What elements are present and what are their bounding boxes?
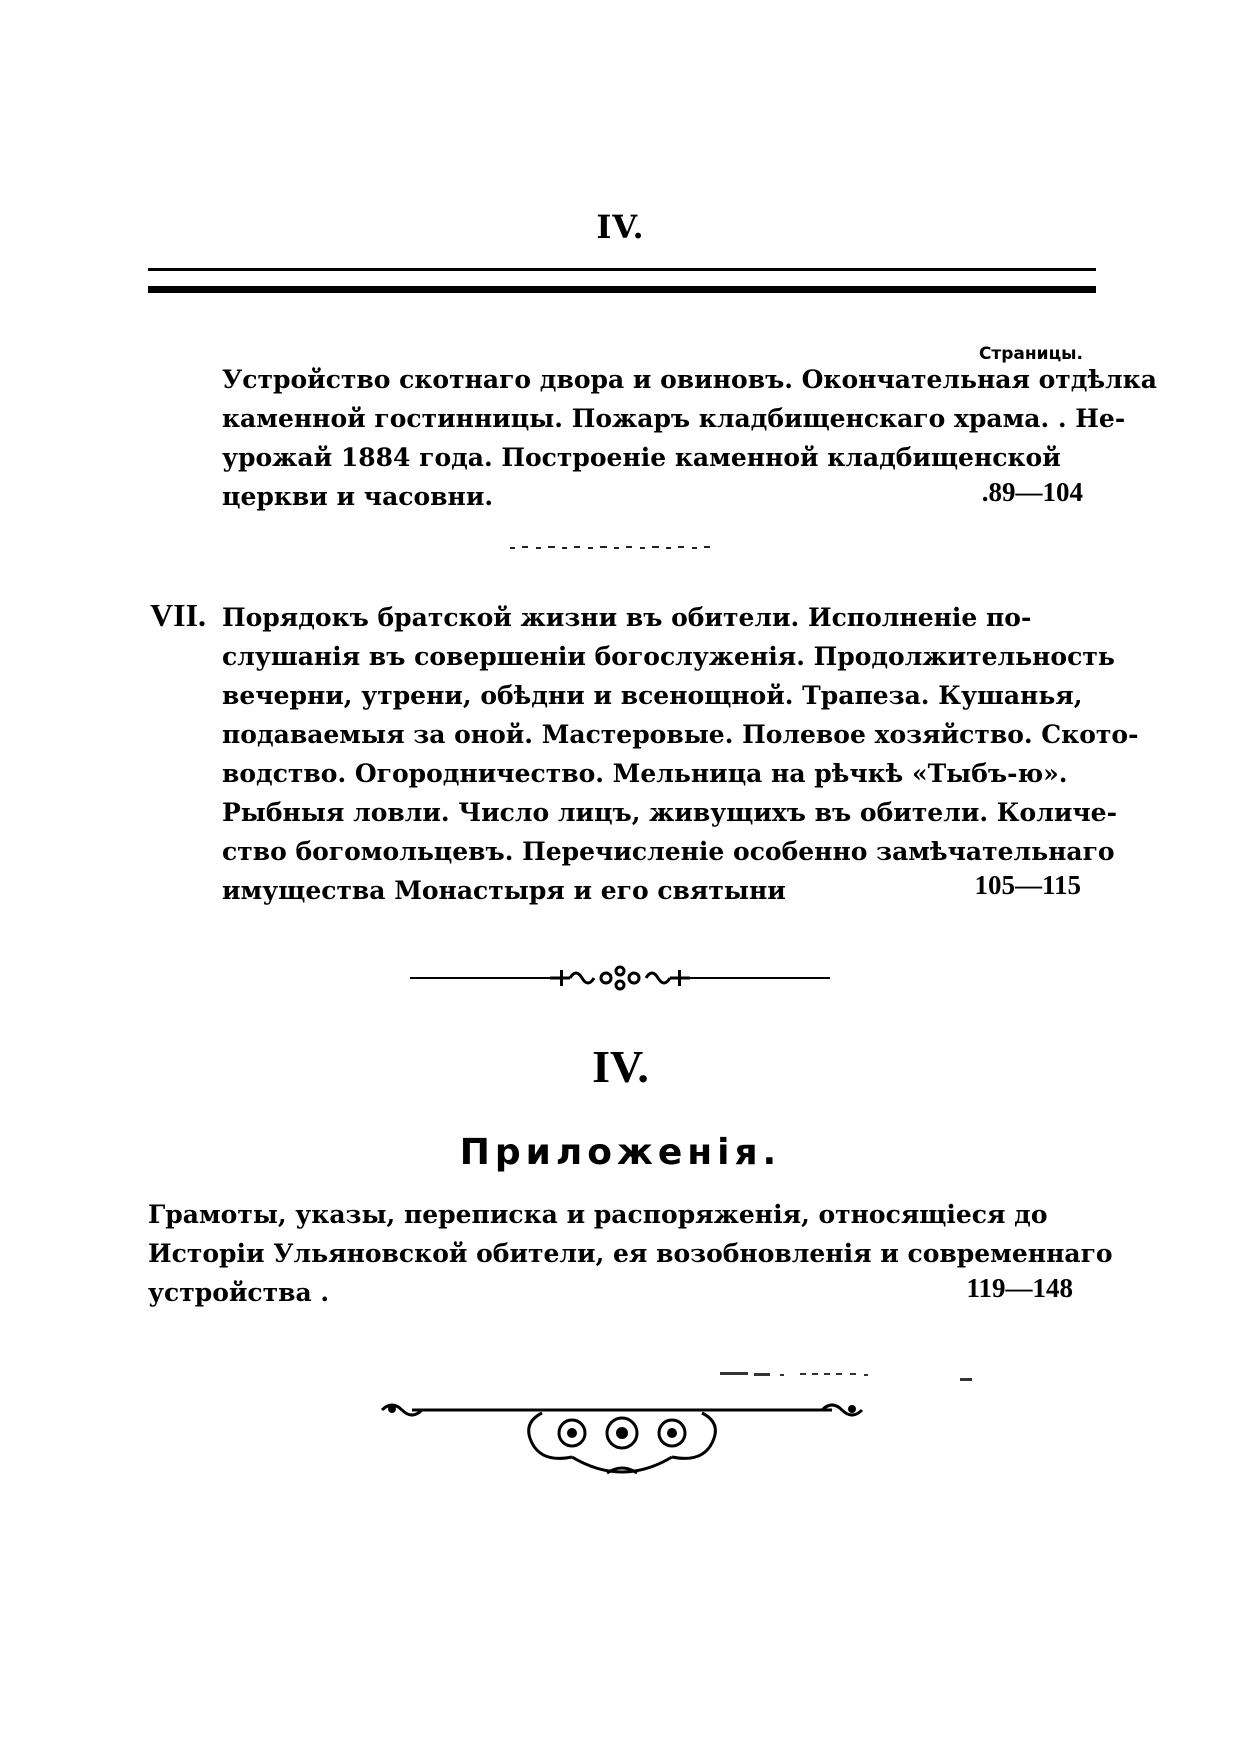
column-header-pages: Страницы. (978, 344, 1083, 364)
toc-entry-2-pages: 105—115 (974, 870, 1081, 900)
faint-dash-marks (720, 1370, 980, 1384)
toc-line: устройства . (148, 1278, 330, 1307)
toc-line: имущества Монастыря и его святыни (222, 876, 786, 905)
section-numeral: IV. (592, 1041, 649, 1092)
tailpiece-ornament (372, 1395, 872, 1485)
toc-line: Исторіи Ульяновской обители, ея возобновленія и современнаго (148, 1239, 1113, 1268)
ornamental-divider (410, 958, 830, 998)
toc-line: церкви и часовни. (222, 482, 494, 511)
toc-entry-1-pages: .89—104 (981, 477, 1083, 507)
toc-line: Порядокъ братской жизни въ обители. Исполненіе по- (222, 603, 1032, 632)
toc-line: урожай 1884 года. Построеніе каменной кладбищенской (222, 443, 1061, 472)
toc-line: подаваемыя за оной. Мастеровые. Полевое хозяйство. Ското- (222, 720, 1139, 749)
toc-line: ство богомольцевъ. Перечисленіе особенно замѣчательнаго (222, 837, 1115, 866)
header-rule-thick (148, 286, 1096, 293)
appendix-entry-pages: 119—148 (966, 1273, 1073, 1303)
page-number: IV. (596, 208, 645, 246)
toc-entry-2-numeral: VII. (150, 597, 207, 633)
toc-line: Рыбныя ловли. Число лицъ, живущихъ въ обители. Количе- (222, 798, 1117, 827)
section-title: Приложенія. (459, 1132, 782, 1173)
toc-line: вечерни, утрени, обѣдни и всенощной. Трапеза. Кушанья, (222, 681, 1083, 710)
toc-line: Грамоты, указы, переписка и распоряженія, относящіеся до (148, 1200, 1048, 1229)
dotted-separator (510, 542, 720, 554)
toc-line: слушанія въ совершеніи богослуженія. Продолжительность (222, 642, 1115, 671)
toc-line: водство. Огородничество. Мельница на рѣчкѣ «Тыбъ-ю». (222, 759, 1068, 788)
header-rule-thin (148, 268, 1096, 271)
toc-line: каменной гостинницы. Пожаръ кладбищенскаго храма. . Не- (222, 404, 1126, 433)
toc-line: Устройство скотнаго двора и овиновъ. Окончательная отдѣлка (222, 365, 1157, 394)
